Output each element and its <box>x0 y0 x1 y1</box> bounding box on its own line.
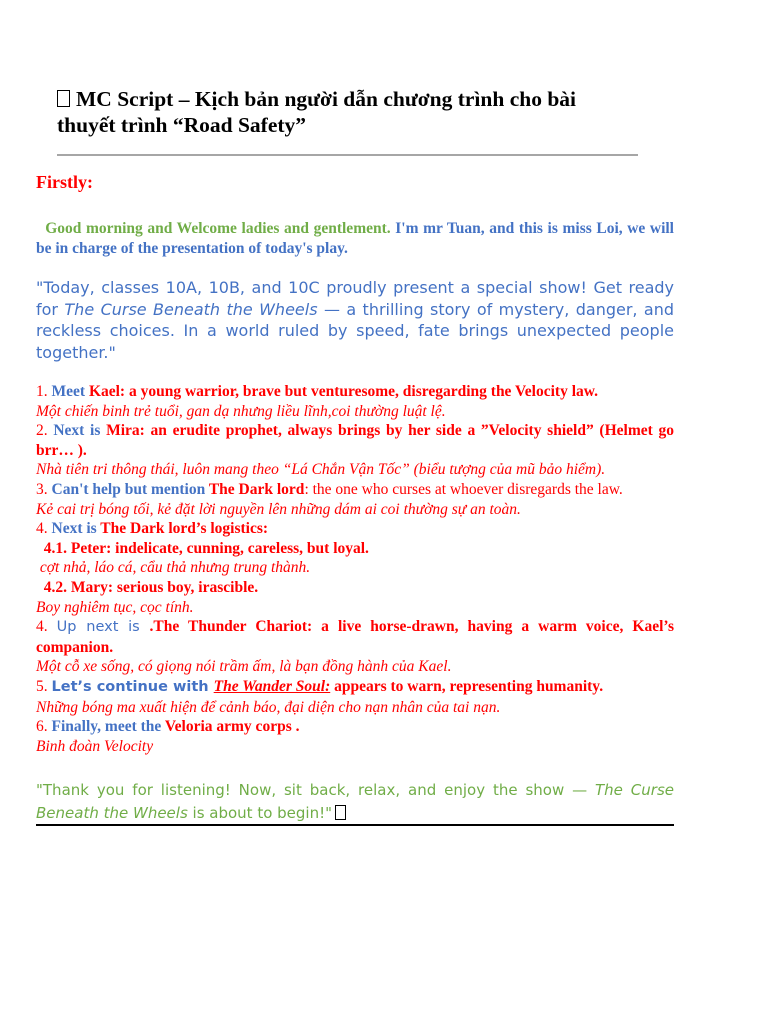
item-translation: Những bóng ma xuất hiện để cảnh báo, đại diện cho nạn nhân của tai nạn. <box>36 698 501 716</box>
quote-show-title: The Curse Beneath the Wheels <box>64 299 318 319</box>
opening-quote <box>36 277 674 363</box>
sub-item: 4.1. Peter: indelicate, cunning, careless, but loyal. <box>36 539 369 557</box>
missing-glyph-icon <box>57 90 70 107</box>
item-number: 1. <box>36 383 52 400</box>
item-text: : the one who curses at whoever disregards the law. <box>304 480 623 498</box>
list-item <box>36 480 674 500</box>
closing-part-b: is about to begin!" <box>187 803 333 822</box>
quote-part-a: "Today, classes 10A, 10B, and 10C proudly present a special show! Get ready for <box>36 278 674 319</box>
item-text: Veloria army corps . <box>164 718 300 736</box>
list-item <box>36 519 674 539</box>
item-number: 2. <box>36 422 54 440</box>
title-divider <box>57 154 638 156</box>
quote-part-b: — a thrilling story of mystery, danger, and reckless choices. In a world ruled by speed, fate brings unexpected people together." <box>36 299 674 362</box>
item-translation: Boy nghiêm tục, cọc tính. <box>36 598 194 616</box>
list-item <box>36 677 674 698</box>
item-text: The Dark lord’s logistics: <box>100 520 269 538</box>
item-lead: Meet <box>51 383 89 400</box>
welcome-greeting: Good morning and Welcome ladies and gentlement. <box>45 220 391 237</box>
item-number: 5. <box>36 677 52 695</box>
item-translation: Một cỗ xe sống, có giọng nói trầm ấm, là bạn đồng hành của Kael. <box>36 658 452 676</box>
list-item <box>36 717 674 737</box>
item-name: The Dark lord <box>208 480 305 498</box>
item-lead: Next is <box>53 422 107 440</box>
closing-show-title: The Curse Beneath the Wheels <box>36 781 674 822</box>
item-text: Mira: an erudite prophet, always brings by her side a ”Velocity shield” (Helmet go brr… ). <box>36 422 674 459</box>
item-lead: Up next is <box>56 619 150 636</box>
item-translation: Kẻ cai trị bóng tối, kẻ đặt lời nguyền lên những dám ai coi thường sự an toàn. <box>36 500 521 518</box>
item-text: .The Thunder Chariot: a live horse-drawn, having a warm voice, Kael’s companion. <box>36 618 675 656</box>
item-lead: Finally, meet the <box>51 718 165 736</box>
list-item <box>36 617 674 657</box>
item-number: 6. <box>36 718 52 736</box>
item-translation: Binh đoàn Velocity <box>36 737 154 755</box>
section-heading: Firstly: <box>36 172 93 192</box>
welcome-paragraph <box>36 219 674 259</box>
list-item <box>36 421 674 460</box>
item-text: Kael: a young warrior, brave but venturesome, disregarding the Velocity law. <box>88 383 598 400</box>
item-number: 3. <box>36 480 52 498</box>
item-name: The Wander Soul: <box>213 677 331 695</box>
closing-quote <box>36 779 674 824</box>
item-number: 4. <box>36 618 57 636</box>
bottom-border <box>36 824 674 826</box>
item-lead: Next is <box>51 520 101 538</box>
item-translation: Một chiến binh trẻ tuổi, gan dạ nhưng liều lĩnh,coi thường luật lệ. <box>36 402 446 420</box>
character-list <box>36 382 674 756</box>
list-item <box>36 382 674 402</box>
item-text: appears to warn, representing humanity. <box>330 677 604 695</box>
item-lead: Can't help but mention <box>51 480 209 498</box>
document-title-text: MC Script – Kịch bản người dẫn chương trình cho bài thuyết trình “Road Safety” <box>57 87 577 137</box>
document-title <box>57 86 638 138</box>
item-lead: Let’s continue with <box>51 678 214 695</box>
welcome-intro: I'm mr Tuan, and this is miss Loi, we will be in charge of the presentation of today's play. <box>36 220 674 257</box>
sub-item: 4.2. Mary: serious boy, irascible. <box>36 578 259 596</box>
item-translation: Nhà tiên tri thông thái, luôn mang theo “Lá Chắn Vận Tốc” (biểu tượng của mũ bảo hiểm). <box>36 461 606 479</box>
item-translation: cợt nhả, láo cá, cẩu thả nhưng trung thành. <box>36 559 311 577</box>
item-number: 4. <box>36 520 52 538</box>
closing-part-a: "Thank you for listening! Now, sit back, relax, and enjoy the show — <box>36 781 596 799</box>
missing-glyph-icon <box>335 805 346 820</box>
